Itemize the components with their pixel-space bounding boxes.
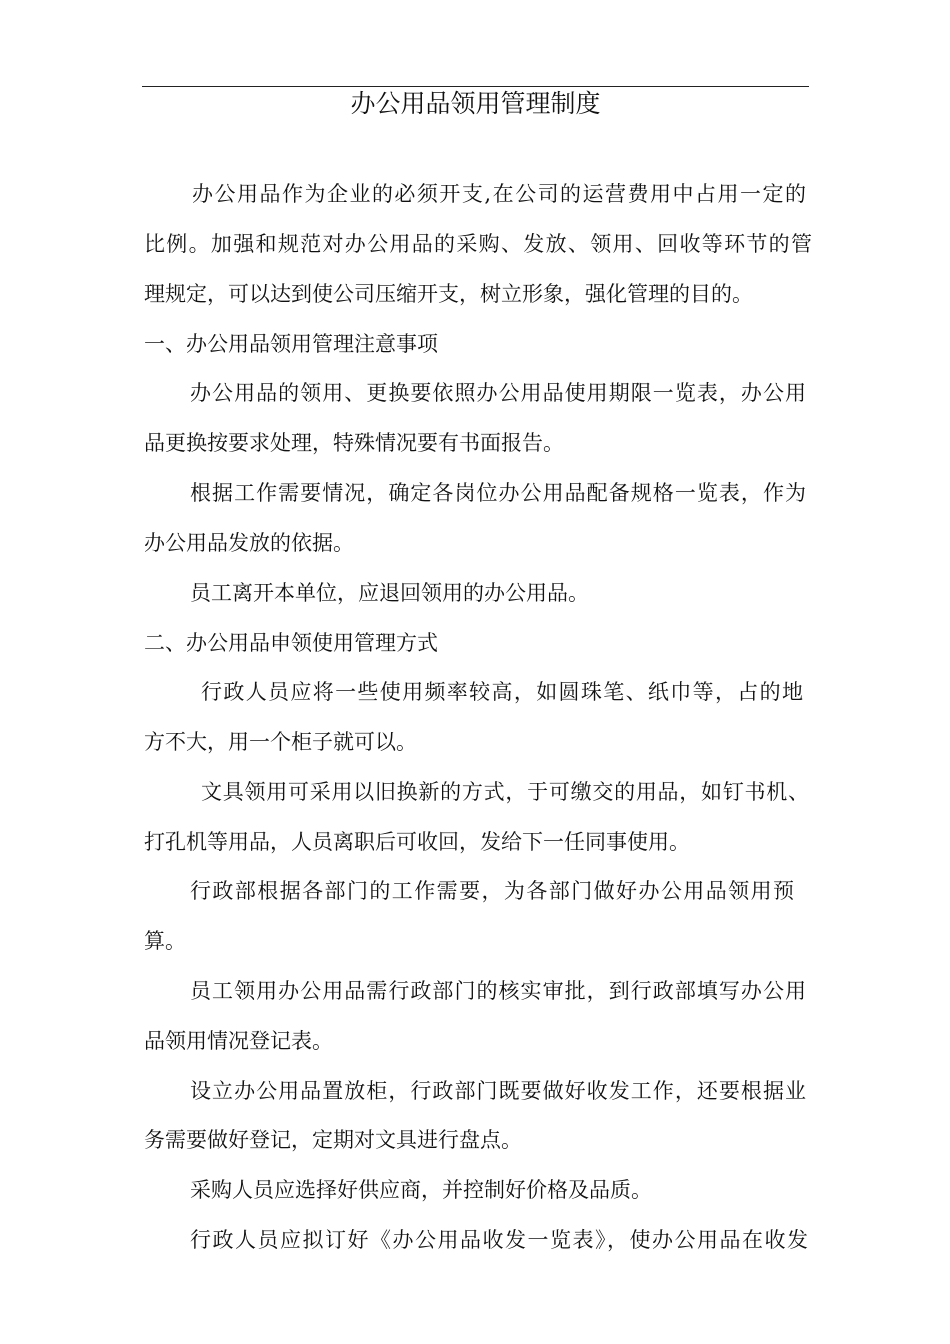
section-heading: 一、办公用品领用管理注意事项	[144, 332, 438, 356]
paragraph-line: 员工离开本单位，应退回领用的办公用品。	[190, 581, 589, 605]
paragraph-line: 办公用品的领用、更换要依照办公用品使用期限一览表，办公用	[190, 381, 806, 405]
paragraph-line: 行政人员应拟订好《办公用品收发一览表》，使办公用品在收发	[190, 1228, 808, 1252]
paragraph-line: 根据工作需要情况，确定各岗位办公用品配备规格一览表，作为	[190, 481, 806, 505]
paragraph-line: 方不大，用一个柜子就可以。	[144, 730, 417, 754]
paragraph-line: 办公用品发放的依据。	[144, 531, 354, 555]
paragraph-line: 比例。加强和规范对办公用品的采购、发放、领用、回收等环节的管	[144, 232, 812, 256]
paragraph-line: 文具领用可采用以旧换新的方式，于可缴交的用品，如钉书机、	[201, 780, 809, 804]
paragraph-line: 品更换按要求处理，特殊情况要有书面报告。	[144, 431, 564, 455]
paragraph-line: 行政部根据各部门的工作需要，为各部门做好办公用品领用预	[190, 879, 794, 903]
paragraph-line: 理规定，可以达到使公司压缩开支，树立形象，强化管理的目的。	[144, 282, 753, 306]
paragraph-line: 打孔机等用品，人员离职后可收回，发给下一任同事使用。	[144, 830, 690, 854]
paragraph-line: 设立办公用品置放柜，行政部门既要做好收发工作，还要根据业	[190, 1079, 806, 1103]
page-title: 办公用品领用管理制度	[350, 89, 601, 118]
paragraph-line: 行政人员应将一些使用频率较高，如圆珠笔、纸巾等，占的地	[201, 680, 803, 704]
paragraph-line: 务需要做好登记，定期对文具进行盘点。	[144, 1128, 522, 1152]
section-heading: 二、办公用品申领使用管理方式	[144, 631, 438, 655]
paragraph-line: 算。	[144, 929, 186, 953]
paragraph-line: 办公用品作为企业的必须开支,在公司的运营费用中占用一定的	[192, 182, 806, 206]
paragraph-line: 品领用情况登记表。	[144, 1029, 333, 1053]
paragraph-line: 采购人员应选择好供应商，并控制好价格及品质。	[190, 1178, 652, 1202]
paragraph-line: 员工领用办公用品需行政部门的核实审批，到行政部填写办公用	[190, 979, 806, 1003]
